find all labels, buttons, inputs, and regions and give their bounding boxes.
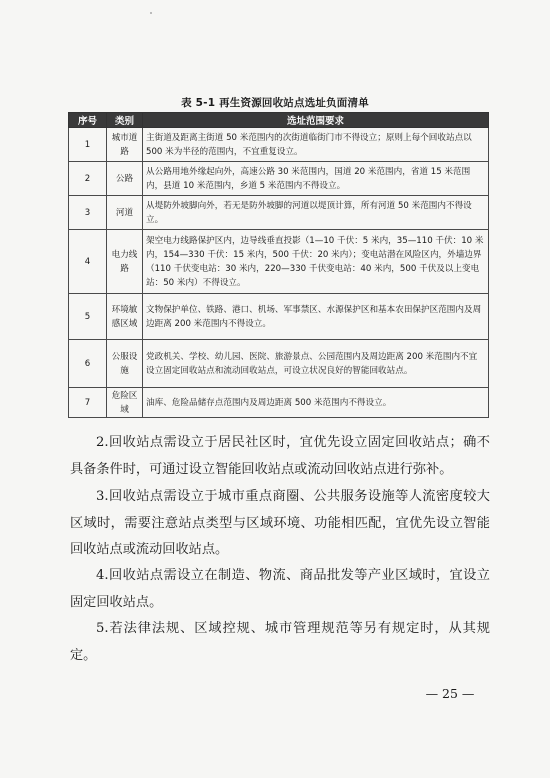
row-requirement: 文物保护单位、铁路、港口、机场、军事禁区、水源保护区和基本农田保护区范围内及周边距离 200 米范围内不得设立。: [143, 294, 489, 340]
row-number: 1: [69, 128, 107, 162]
paragraph-3: 3.回收站点需设立于城市重点商圈、公共服务设施等人流密度较大区域时，需要注意站点类型与区域环境、功能相匹配，宜优先设立智能回收站点或流动回收站点。: [70, 489, 490, 557]
row-number: 3: [69, 196, 107, 230]
row-number: 6: [69, 340, 107, 388]
header-number: 序号: [69, 113, 107, 128]
row-requirement: 主街道及距离主街道 50 米范围内的次街道临街门市不得设立；原则上每个回收站点以 500 米为半径的范围内，不宜重复设立。: [143, 128, 489, 162]
paragraph-2: 2.回收站点需设立于居民社区时，宜优先设立固定回收站点；确不具备条件时，可通过设立智能回收站点或流动回收站点进行弥补。: [70, 435, 490, 477]
table-row: [69, 340, 489, 388]
row-requirement: 从堤防外坡脚向外，若无是防外坡脚的河道以堤顶计算，所有河道 50 米范围内不得设立。: [143, 196, 489, 230]
table-row: [69, 128, 489, 162]
row-category: 公路: [107, 162, 143, 196]
row-number: 5: [69, 294, 107, 340]
scan-speck: [150, 12, 152, 14]
paragraph-4: 4.回收站点需设立在制造、物流、商品批发等产业区域时，宜设立固定回收站点。: [70, 568, 490, 610]
row-category: 环境敏感区域: [107, 294, 143, 340]
header-requirement: 选址范围要求: [143, 113, 489, 128]
row-requirement: 从公路用地外缘起向外，高速公路 30 米范围内，国道 20 米范围内，省道 15 米范围内，县道 10 米范围内，乡道 5 米范围内不得设立。: [143, 162, 489, 196]
negative-list-table: [68, 112, 489, 418]
table-row: [69, 162, 489, 196]
table-header-row: [69, 113, 489, 128]
row-number: 2: [69, 162, 107, 196]
row-requirement: 油库、危险品储存点范围内及周边距离 500 米范围内不得设立。: [143, 388, 489, 418]
header-category: 类别: [107, 113, 143, 128]
table-row: [69, 196, 489, 230]
table-caption: 表 5-1 再生资源回收站点选址负面清单: [181, 97, 369, 109]
row-category: 危险区域: [107, 388, 143, 418]
row-category: 河道: [107, 196, 143, 230]
table-row: [69, 294, 489, 340]
row-category: 公服设施: [107, 340, 143, 388]
paragraph-5: 5.若法律法规、区域控规、城市管理规范等另有规定时，从其规定。: [70, 621, 490, 663]
row-requirement: 架空电力线路保护区内，边导线垂直投影（1—10 千伏：5 米内，35—110 千伏：10 米内，154—330 千伏：15 米内，500 千伏：20 米内）；变电站潜在风险区内，外墙边界（110 千伏变电站：30 米内，220—330 千伏变电站：40 米内，500 千伏及以上变电站：50 米内）不得设立。: [143, 230, 489, 294]
table-row: [69, 388, 489, 418]
table-row: [69, 230, 489, 294]
row-category: 电力线路: [107, 230, 143, 294]
row-category: 城市道路: [107, 128, 143, 162]
page-number: — 25 —: [425, 686, 475, 701]
row-requirement: 党政机关、学校、幼儿园、医院、旅游景点、公园范围内及周边距离 200 米范围内不宜设立固定回收站点和流动回收站点，可设立状况良好的智能回收站点。: [143, 340, 489, 388]
row-number: 7: [69, 388, 107, 418]
row-number: 4: [69, 230, 107, 294]
